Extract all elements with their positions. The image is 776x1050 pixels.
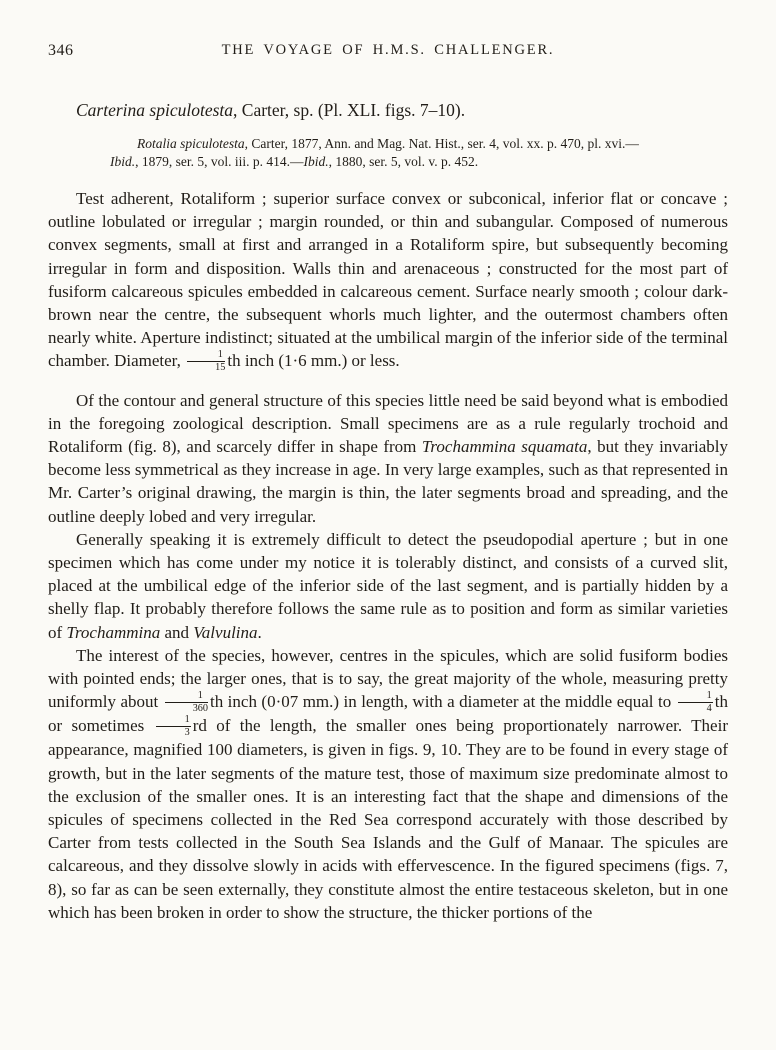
paragraph-description: Test adherent, Rotaliform ; superior surface convex or subconical, inferior flat or concave ; outline lobulated or irregular ; margin rounded, or thin and subangular. Composed of numerous convex segments, small at first and arranged in a Rotaliform spire, but subsequently becoming irregular in form and disposition. Walls thin and arenaceous ; constructed for the most part of fusiform calcareous spicules embedded in calcareous cement. Surface nearly smooth ; colour dark-brown near the centre, the subsequent whorls much lighter, and the outermost chambers often nearly white. Aperture indistinct; situated at the umbilical margin of the inferior side of the terminal chamber. Diameter, $\frac{1}{15}$ th inch (1·6 mm.) or less.	[48, 189, 728, 374]
paragraph-spicules: The interest of the species, however, centres in the spicules, which are solid fusiform bodies with pointed ends; the larger ones, that is to say, the great majority of the whole, measuring pretty uniformly about $\frac{1}{360}$ th inch (0·07 mm.) in length, with a diameter at the middle equal to $\frac{1}{4}$ th or sometimes $\frac{1}{3}$ rd of the length, the smaller ones being proportionately narrower. Their appearance, magnified 100 diameters, is given in figs. 9, 10. They are to be found in every stage of growth, but in the later segments of the mature test, those of maximum size predominate almost to the exclusion of the smaller ones. It is an interesting fact that the shape and dimensions of the spicules of specimens collected in the Red Sea correspond accurately with those described by Carter from tests collected in the South Sea Islands and the Gulf of Manaar. The spicules are calcareous, and they dissolve slowly in acids with effervescence. In the figured specimens (figs. 7, 8), so far as can be seen externally, they constitute almost the entire testaceous skeleton, but in one which has been broken in order to show the structure, the thicker portions of the	[48, 645, 728, 922]
page-header	[48, 42, 728, 64]
citation-line-2: Ibid., 1879, ser. 5, vol. iii. p. 414.—Ibid., 1880, ser. 5, vol. v. p. 452.	[110, 154, 479, 169]
running-title: THE VOYAGE OF H.M.S. CHALLENGER.	[221, 42, 555, 58]
paragraph-contour-structure: Of the contour and general structure of this species little need be said beyond what is embodied in the foregoing zoological description. Small specimens are as a rule regularly trochoid and Rotaliform (fig. 8), and scarcely differ in shape from Trochammina squamata, but they invariably become less symmetrical as they increase in age. In very large examples, such as that represented in Mr. Carter’s original drawing, the margin is thin, the later segments broad and spreading, and the outline deeply lobed and very irregular.	[48, 390, 728, 526]
species-heading: Carterina spiculotesta, Carter, sp. (Pl. XLI. figs. 7–10).	[76, 100, 466, 120]
paragraph-aperture: Generally speaking it is extremely difficult to detect the pseudopodial aperture ; but in one specimen which has come under my notice it is tolerably distinct, and consists of a curved slit, placed at the umbilical edge of the inferior side of the last segment, and is partially hidden by a shelly flap. It probably therefore follows the same rule as to position and form as similar varieties of Trochammina and Valvulina.	[48, 529, 728, 642]
citation-block	[48, 135, 728, 171]
citation-line-1: Rotalia spiculotesta, Carter, 1877, Ann. and Mag. Nat. Hist., ser. 4, vol. xx. p. 470, pl. xvi.—	[137, 136, 639, 151]
page-number: 346	[48, 42, 74, 59]
